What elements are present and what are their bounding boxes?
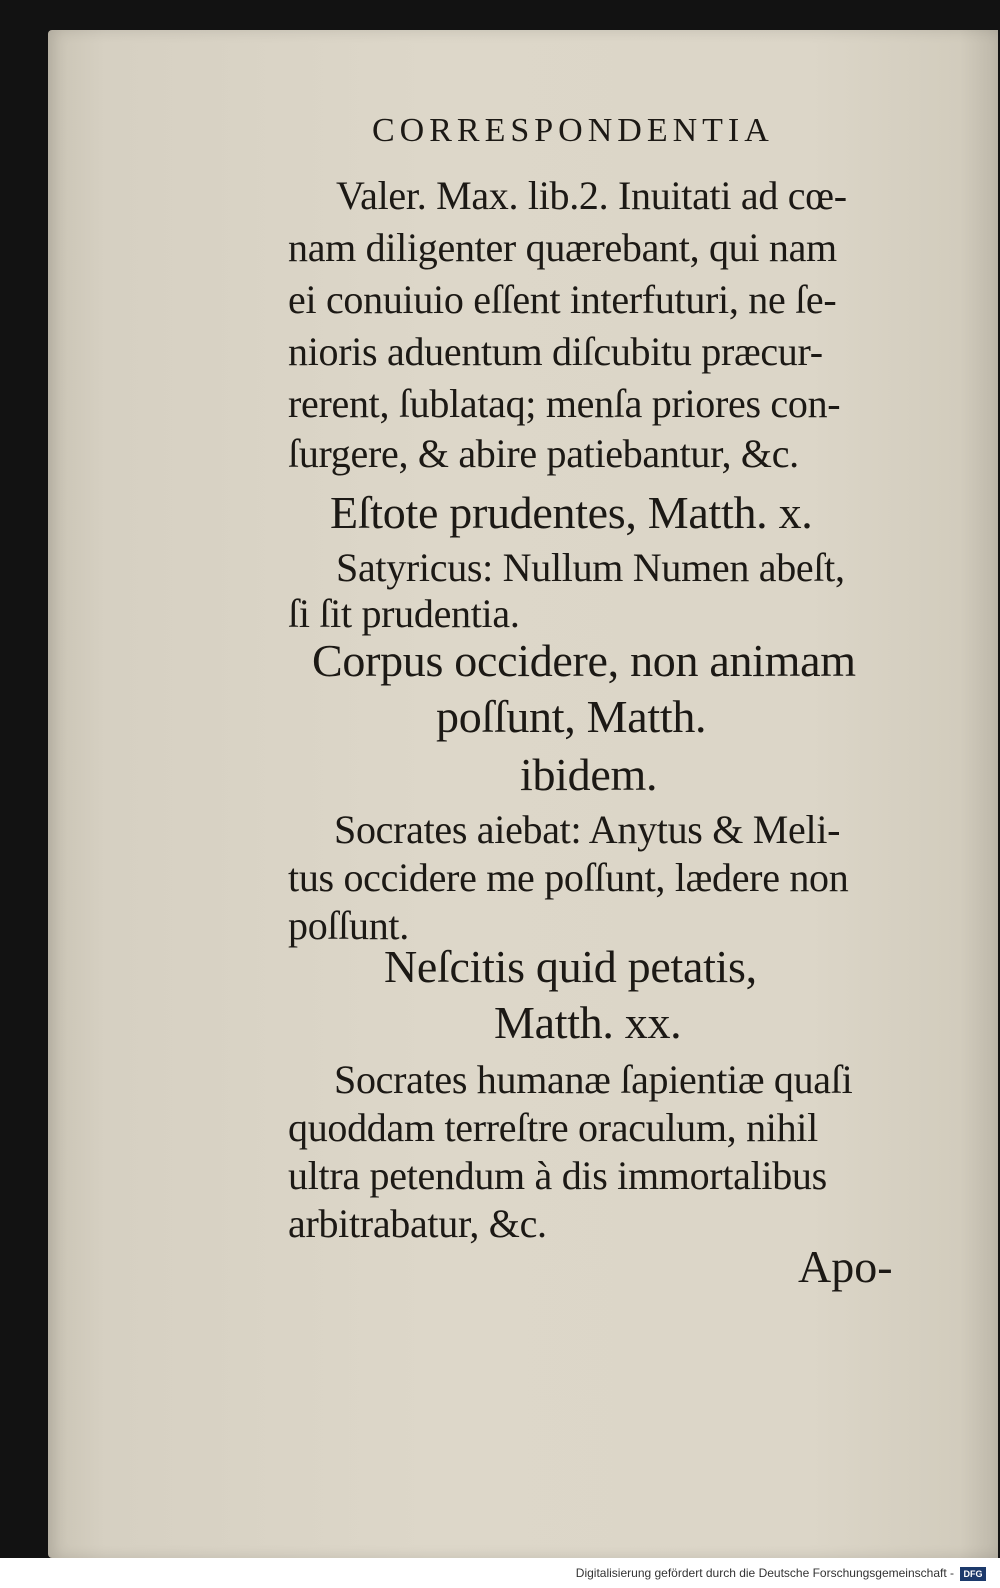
text-line-2: nam diligenter quærebant, qui nam [288,225,837,270]
text-line-8: Satyricus: Nullum Numen abeſt, [336,545,845,590]
scripture-heading-3: Neſcitis quid petatis, [384,941,757,992]
text-line-3: ei conuiuio eſſent interfuturi, ne ſe- [288,277,837,322]
running-head: CORRESPONDENTIA [372,112,774,149]
text-line-13: Socrates aiebat: Anytus & Meli- [334,807,841,852]
scripture-heading-2: Corpus occidere, non animam [312,635,856,686]
text-line-14: tus occidere me poſſunt, lædere non [288,855,849,900]
text-line-1: Valer. Max. lib.2. Inuitati ad cœ- [336,173,847,218]
text-line-21: arbitrabatur, &c. [288,1201,547,1246]
catchword: Apo- [798,1241,893,1292]
text-line-15: poſſunt. [288,903,409,948]
scripture-heading-ibidem: ibidem. [520,749,658,800]
footer-bar [0,1558,1000,1588]
dfg-credit-text: Digitalisierung gefördert durch die Deutsche Forschungsgemeinschaft - [575,1566,954,1580]
text-line-18: Socrates humanæ ſapientiæ quaſi [334,1057,853,1102]
dfg-logo-icon: DFG [960,1567,986,1581]
text-line-6: ſurgere, & abire patiebantur, &c. [288,431,799,476]
text-line-5: rerent, ſublataq; menſa priores con- [288,381,841,426]
scripture-heading-3-cont: Matth. xx. [494,997,682,1048]
scripture-heading-1: Eſtote prudentes, Matth. x. [330,487,813,538]
scripture-heading-2-cont: poſſunt, Matth. [436,691,707,742]
text-line-4: nioris aduentum diſcubitu præcur- [288,329,823,374]
text-line-20: ultra petendum à dis immortalibus [288,1153,827,1198]
text-line-9: ſi ſit prudentia. [288,591,520,636]
text-line-19: quoddam terreſtre oraculum, nihil [288,1105,818,1150]
